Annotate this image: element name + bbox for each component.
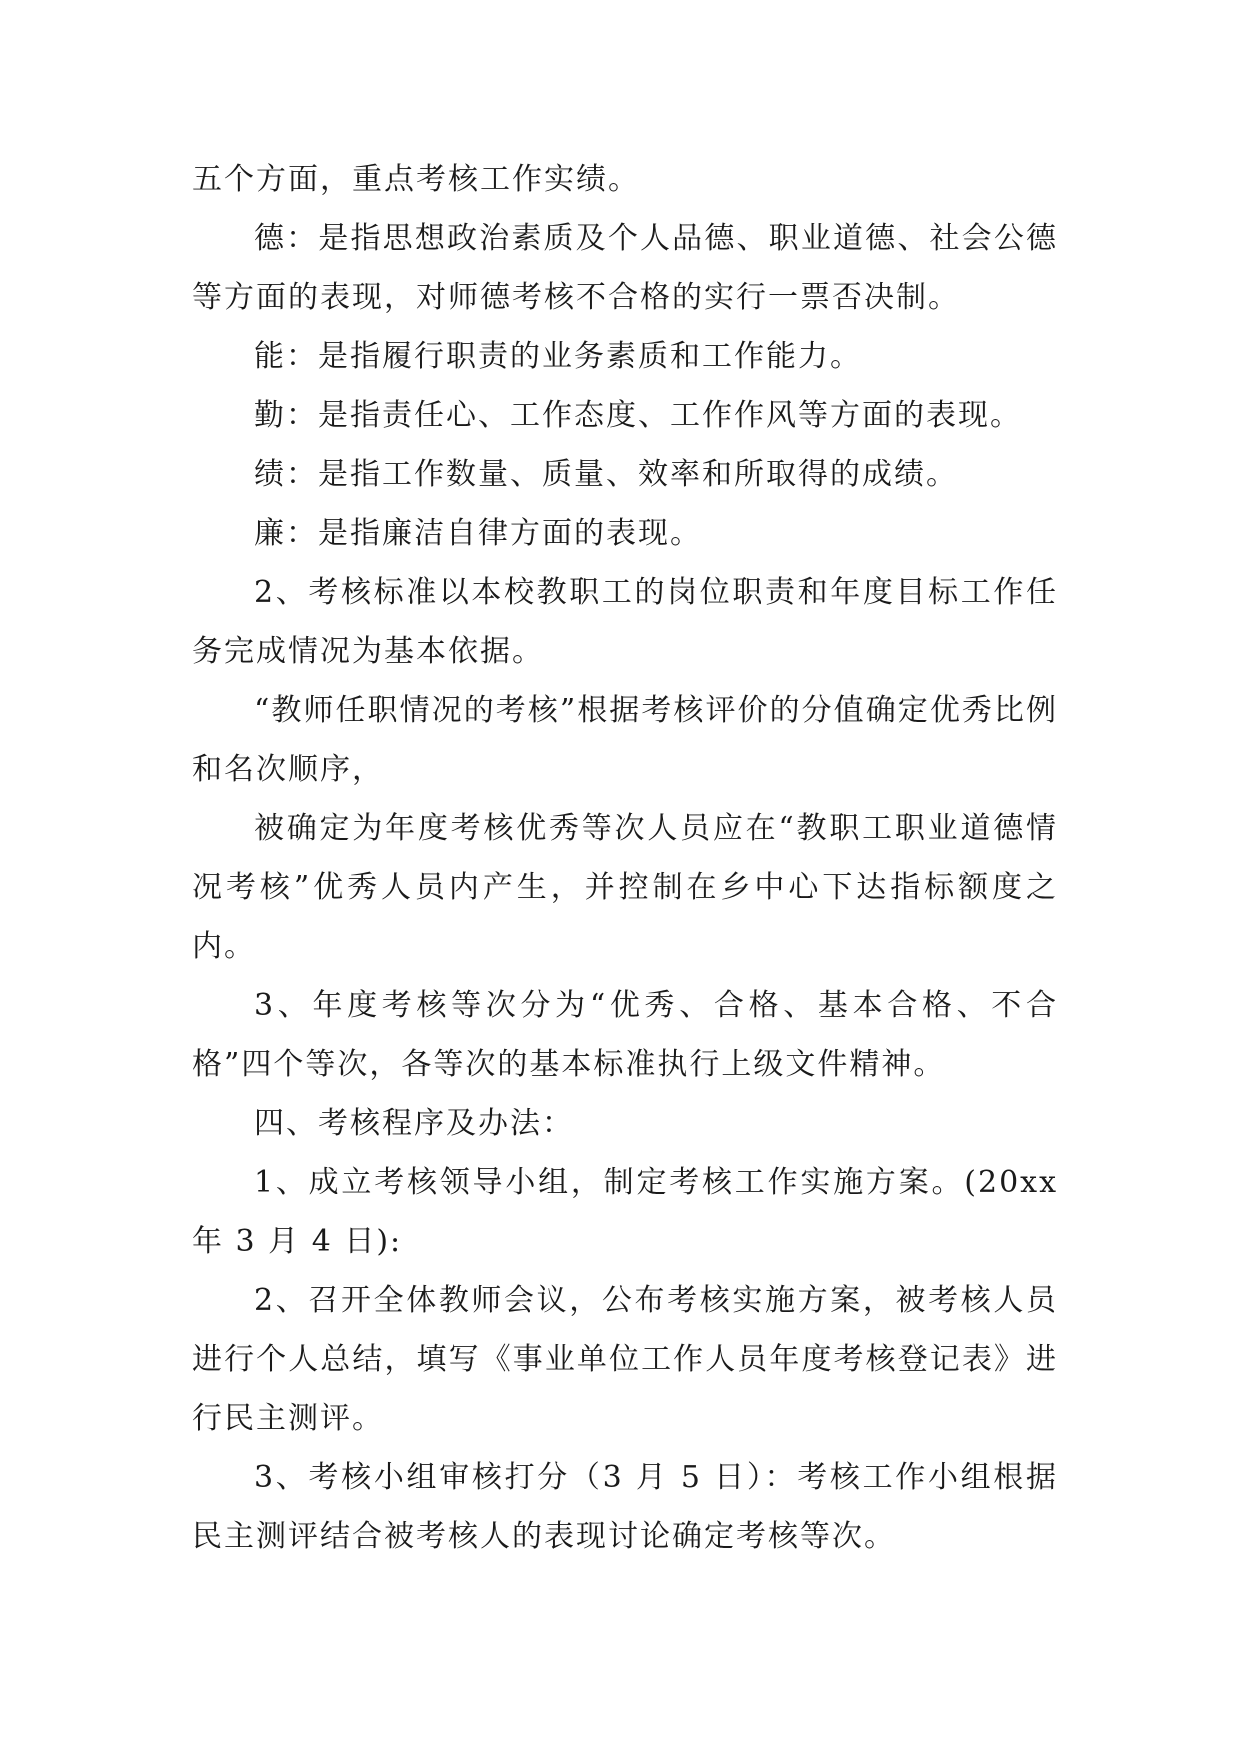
paragraph: 被确定为年度考核优秀等次人员应在“教职工职业道德情况考核”优秀人员内产生，并控制在乡中心下达指标额度之内。 <box>192 811 1058 964</box>
paragraph: 3、考核小组审核打分（3 月 5 日）：考核工作小组根据民主测评结合被考核人的表现讨论确定考核等次。 <box>192 1460 1058 1554</box>
paragraph: 3、年度考核等次分为“优秀、合格、基本合格、不合格”四个等次，各等次的基本标准执行上级文件精神。 <box>192 988 1058 1082</box>
paragraph: “教师任职情况的考核”根据考核评价的分值确定优秀比例和名次顺序， <box>192 693 1058 787</box>
paragraph: 能：是指履行职责的业务素质和工作能力。 <box>254 339 862 374</box>
paragraph: 2、考核标准以本校教职工的岗位职责和年度目标工作任务完成情况为基本依据。 <box>192 575 1058 669</box>
paragraph: 勤：是指责任心、工作态度、工作作风等方面的表现。 <box>254 398 1022 433</box>
paragraph: 绩：是指工作数量、质量、效率和所取得的成绩。 <box>254 457 958 492</box>
document-body <box>192 150 1058 1566</box>
paragraph: 德：是指思想政治素质及个人品德、职业道德、社会公德等方面的表现，对师德考核不合格的实行一票否决制。 <box>192 221 1058 315</box>
paragraph: 四、考核程序及办法： <box>254 1106 574 1141</box>
paragraph: 廉：是指廉洁自律方面的表现。 <box>254 516 702 551</box>
paragraph: 1、成立考核领导小组，制定考核工作实施方案。(20xx年 3 月 4 日): <box>192 1165 1058 1259</box>
paragraph: 2、召开全体教师会议，公布考核实施方案，被考核人员进行个人总结，填写《事业单位工作人员年度考核登记表》进行民主测评。 <box>192 1283 1058 1436</box>
paragraph: 五个方面，重点考核工作实绩。 <box>192 162 640 197</box>
